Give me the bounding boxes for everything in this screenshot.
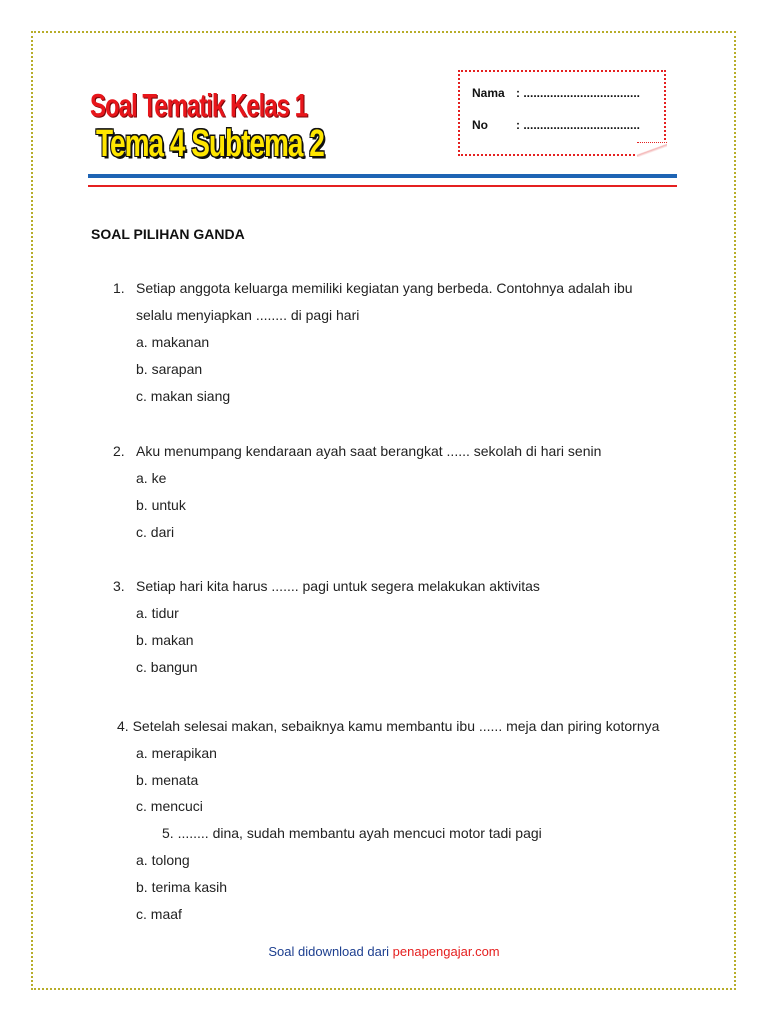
option-item: b. terima kasih bbox=[136, 879, 228, 895]
question-number: 2. bbox=[113, 443, 125, 459]
option-item: a. merapikan bbox=[136, 745, 217, 761]
option-item: c. mencuci bbox=[136, 798, 203, 814]
option-item: c. makan siang bbox=[136, 388, 231, 404]
question-text: 5. ........ dina, sudah membantu ayah mencuci motor tadi pagi bbox=[162, 825, 542, 841]
option-item: a. ke bbox=[136, 470, 167, 486]
worksheet-title: Soal Tematik Kelas 1 bbox=[90, 88, 307, 125]
divider-red bbox=[88, 185, 677, 187]
number-field[interactable]: : ................................... bbox=[516, 118, 641, 132]
question-text: Aku menumpang kendaraan ayah saat berangkat ...... sekolah di hari senin bbox=[136, 443, 602, 459]
question-text: Setiap hari kita harus ....... pagi untuk segera melakukan aktivitas bbox=[136, 578, 540, 594]
option-item: b. sarapan bbox=[136, 361, 203, 377]
option-item: b. menata bbox=[136, 772, 199, 788]
number-label: No bbox=[472, 118, 488, 132]
student-info-box bbox=[458, 70, 666, 156]
option-item: a. makanan bbox=[136, 334, 210, 350]
name-field[interactable]: : ................................... bbox=[516, 86, 641, 100]
question-number: 3. bbox=[113, 578, 125, 594]
page-curl-decoration bbox=[637, 142, 667, 157]
option-item: b. makan bbox=[136, 632, 194, 648]
option-item: b. untuk bbox=[136, 497, 186, 513]
option-item: c. maaf bbox=[136, 906, 182, 922]
option-item: a. tolong bbox=[136, 852, 190, 868]
divider-blue bbox=[88, 174, 677, 178]
option-item: a. tidur bbox=[136, 605, 179, 621]
option-item: c. bangun bbox=[136, 659, 198, 675]
footer-credit bbox=[0, 944, 768, 959]
section-heading: SOAL PILIHAN GANDA bbox=[91, 226, 245, 242]
question-text: 4. Setelah selesai makan, sebaiknya kamu membantu ibu ...... meja dan piring kotornya bbox=[117, 718, 660, 734]
question-text-continued: selalu menyiapkan ........ di pagi hari bbox=[136, 307, 360, 323]
number-row bbox=[472, 118, 640, 132]
name-label: Nama bbox=[472, 86, 505, 100]
question-text: Setiap anggota keluarga memiliki kegiatan yang berbeda. Contohnya adalah ibu bbox=[136, 280, 633, 296]
footer-site-link[interactable]: penapengajar.com bbox=[392, 944, 500, 959]
option-item: c. dari bbox=[136, 524, 175, 540]
question-number: 1. bbox=[113, 280, 125, 296]
footer-prefix: Soal didownload dari bbox=[268, 944, 393, 959]
worksheet-subtitle: Tema 4 Subtema 2 bbox=[96, 122, 324, 164]
name-row bbox=[472, 86, 640, 100]
